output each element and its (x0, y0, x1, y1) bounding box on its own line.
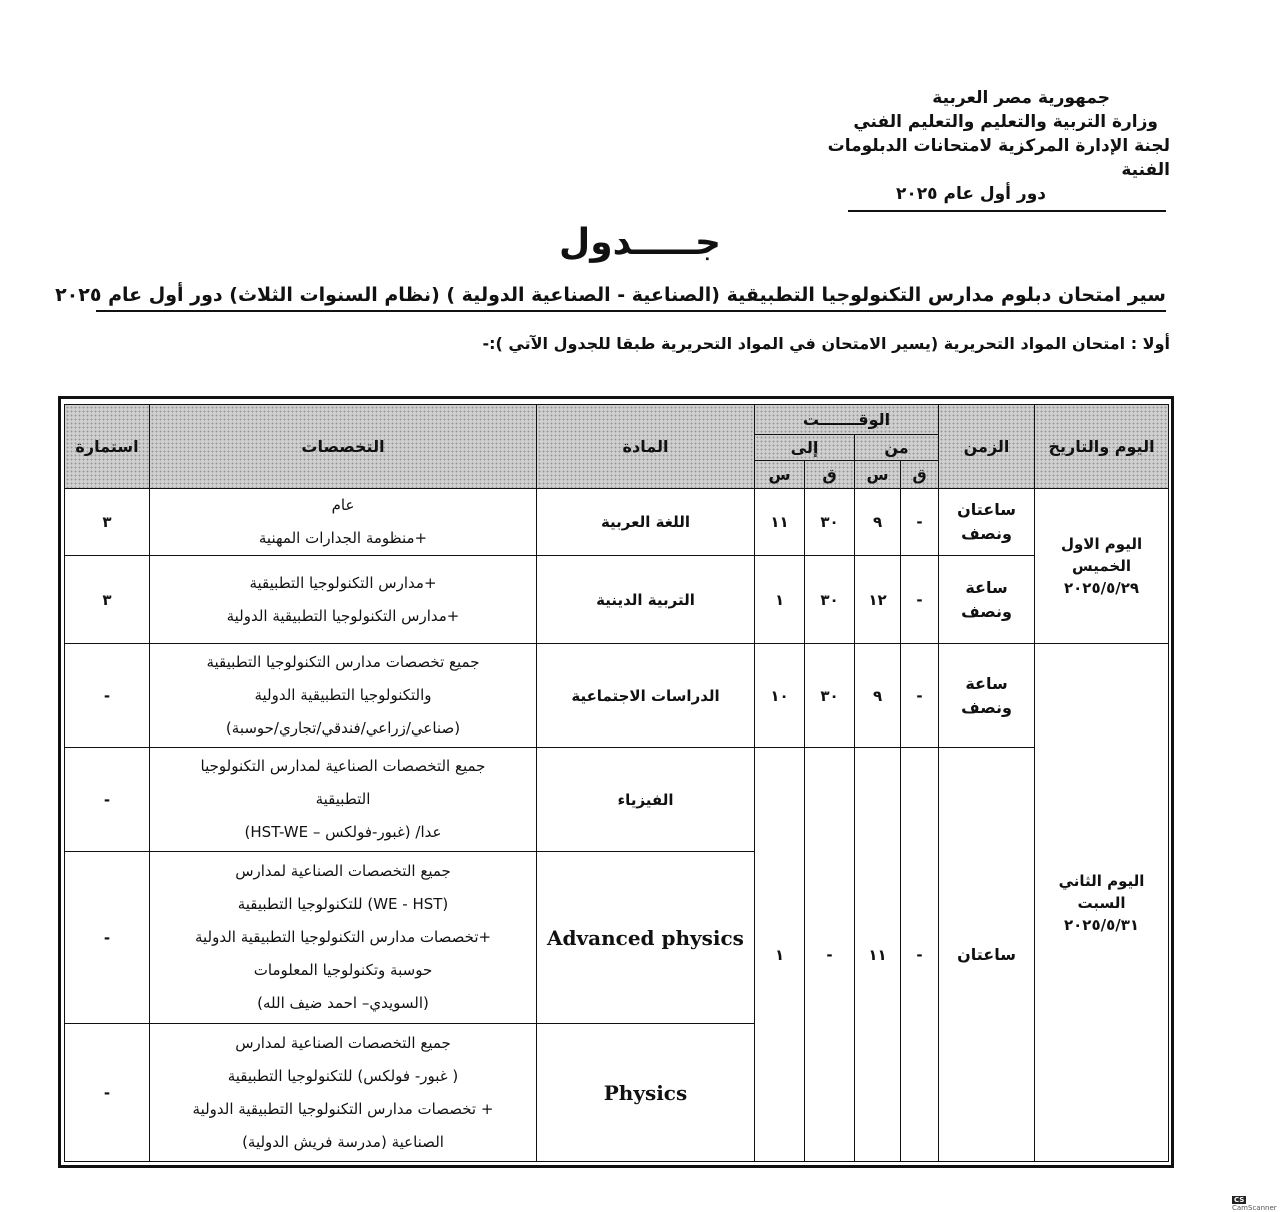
spec-line: جميع التخصصات الصناعية لمدارس (235, 1033, 451, 1052)
form-cell: - (65, 852, 150, 1024)
day1-cell (1035, 489, 1169, 644)
duration-line: ونصف (961, 697, 1012, 717)
ministry-header (780, 86, 1170, 206)
duration-line: ساعة (965, 577, 1008, 597)
subject-cell: التربية الدينية (537, 556, 755, 644)
spec-line: حوسبة وتكنولوجيا المعلومات (253, 961, 433, 979)
scanner-badge: CS (1234, 1196, 1245, 1204)
from-minute: - (901, 748, 939, 1162)
header-subject: المادة (537, 405, 755, 489)
spec-line: التطبيقية (315, 790, 371, 808)
header-specializations: التخصصات (150, 405, 537, 489)
spec-line: جميع التخصصات الصناعية لمدارس (235, 862, 451, 880)
header-to-minute: ق (805, 461, 855, 489)
duration-line: ساعتان (957, 944, 1016, 964)
subject-cell: الدراسات الاجتماعية (537, 644, 755, 748)
duration-line: ونصف (961, 524, 1012, 543)
spec-line: (WE - HST) للتكنولوجيا التطبيقية (237, 895, 449, 913)
day2-cell (1035, 644, 1169, 1162)
from-hour: ١١ (855, 748, 901, 1162)
header-session: دور أول عام ٢٠٢٥ (896, 184, 1046, 204)
specializations-cell (150, 1024, 537, 1162)
specializations-cell (150, 556, 537, 644)
section-title: أولا : امتحان المواد التحريرية (يسير الامتحان في المواد التحريرية طبقا للجدول الآتي ):- (482, 334, 1170, 353)
from-hour: ٩ (855, 489, 901, 556)
duration-line: ساعة (965, 673, 1008, 693)
duration-line: ونصف (961, 601, 1012, 621)
day2-date: ٢٠٢٥/٥/٣١ (1064, 915, 1140, 934)
header-from: من (855, 435, 939, 461)
to-minute: - (805, 748, 855, 1162)
subject-cell: اللغة العربية (537, 489, 755, 556)
specializations-cell (150, 748, 537, 852)
page-title: جـــــدول (559, 222, 721, 263)
header-duration: الزمن (939, 405, 1035, 489)
header-day-date: اليوم والتاريخ (1035, 405, 1169, 489)
form-cell: - (65, 748, 150, 852)
duration-cell (939, 644, 1035, 748)
header-divider (848, 210, 1166, 212)
duration-cell (939, 556, 1035, 644)
subject-cell: Advanced physics (537, 852, 755, 1024)
header-committee: لجنة الإدارة المركزية لامتحانات الدبلومات الفنية (827, 136, 1170, 180)
table-row (65, 748, 1169, 852)
to-hour: ١٠ (755, 644, 805, 748)
table-row (65, 556, 1169, 644)
spec-line: (صناعي/زراعي/فندقي/تجاري/حوسبة) (225, 719, 461, 737)
spec-line: +تخصصات مدارس التكنولوجيا التطبيقية الدولية (194, 928, 492, 946)
header-form: استمارة (65, 405, 150, 489)
day1-weekday: الخميس (1072, 557, 1132, 575)
table-row (65, 644, 1169, 748)
to-minute: ٣٠ (805, 556, 855, 644)
spec-line: والتكنولوجيا التطبيقية الدولية (254, 686, 432, 704)
page-subtitle: سير امتحان دبلوم مدارس التكنولوجيا التطبيقية (الصناعية - الصناعية الدولية ) (نظام السنوات الثلاث) دور أول عام ٢٠٢٥ (96, 284, 1166, 312)
spec-line: (السويدي– احمد ضيف الله) (257, 994, 429, 1012)
from-hour: ٩ (855, 644, 901, 748)
spec-line: + تخصصات مدارس التكنولوجيا التطبيقية الدولية (192, 1099, 494, 1118)
specializations-cell (150, 644, 537, 748)
subject-cell: الفيزياء (537, 748, 755, 852)
form-cell: - (65, 1024, 150, 1162)
scanner-label: CamScanner (1232, 1204, 1277, 1212)
spec-line: +منظومة الجدارات المهنية (258, 529, 428, 547)
spec-line: جميع تخصصات مدارس التكنولوجيا التطبيقية (206, 653, 480, 671)
to-hour: ١١ (755, 489, 805, 556)
from-minute: - (901, 644, 939, 748)
table-row (65, 489, 1169, 556)
spec-line: ( غبور- فولكس) للتكنولوجيا التطبيقية (227, 1066, 459, 1085)
header-ministry: وزارة التربية والتعليم والتعليم الفني (853, 112, 1158, 132)
from-hour: ١٢ (855, 556, 901, 644)
from-minute: - (901, 489, 939, 556)
from-minute: - (901, 556, 939, 644)
day1-name: اليوم الاول (1060, 535, 1143, 553)
duration-cell (939, 489, 1035, 556)
spec-line: عام (331, 496, 355, 514)
spec-line: +مدارس التكنولوجيا التطبيقية الدولية (226, 606, 460, 625)
duration-cell (939, 748, 1035, 1162)
day2-name: اليوم الثاني (1058, 871, 1145, 890)
spec-line: جميع التخصصات الصناعية لمدارس التكنولوجيا (200, 757, 486, 775)
duration-line: ساعتان (957, 500, 1016, 519)
spec-line: عدا/ (غبور-فولكس – HST-WE) (244, 823, 442, 841)
to-minute: ٣٠ (805, 644, 855, 748)
exam-schedule-table (64, 404, 1169, 1162)
header-country: جمهورية مصر العربية (932, 88, 1110, 108)
specializations-cell (150, 852, 537, 1024)
form-cell: ٣ (65, 489, 150, 556)
header-to-hour: س (755, 461, 805, 489)
form-cell: ٣ (65, 556, 150, 644)
day2-weekday: السبت (1077, 893, 1126, 912)
spec-line: الصناعية (مدرسة فريش الدولية) (242, 1132, 444, 1151)
to-hour: ١ (755, 748, 805, 1162)
to-minute: ٣٠ (805, 489, 855, 556)
header-time: الوقـــــــت (755, 405, 939, 435)
spec-line: +مدارس التكنولوجيا التطبيقية (249, 573, 437, 592)
header-to: إلى (755, 435, 855, 461)
form-cell: - (65, 644, 150, 748)
subject-cell: Physics (537, 1024, 755, 1162)
header-from-hour: س (855, 461, 901, 489)
scanner-watermark (1232, 1196, 1280, 1212)
header-from-minute: ق (901, 461, 939, 489)
specializations-cell (150, 489, 537, 556)
day1-date: ٢٠٢٥/٥/٢٩ (1064, 579, 1140, 597)
to-hour: ١ (755, 556, 805, 644)
